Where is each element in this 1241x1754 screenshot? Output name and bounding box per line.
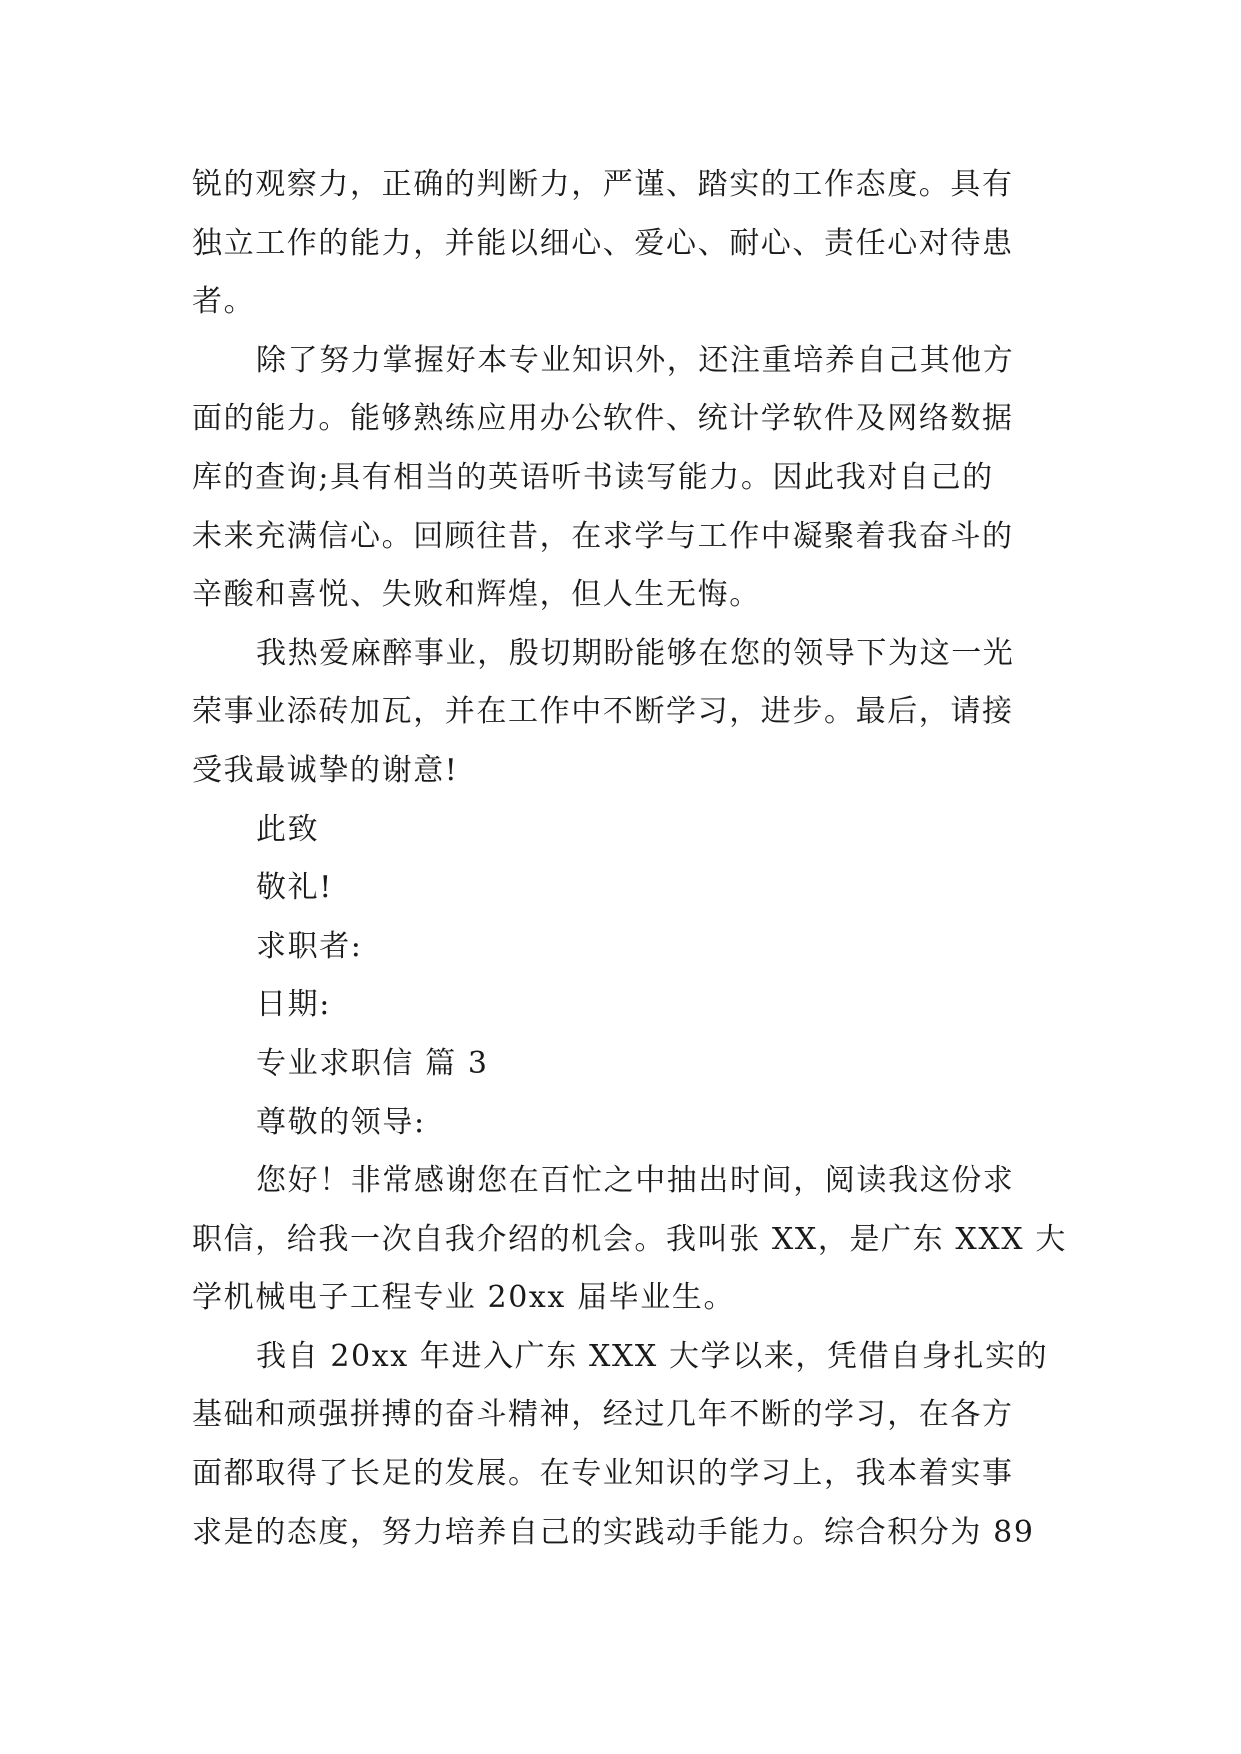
- text-line: 职信，给我一次自我介绍的机会。我叫张 XX，是广东 XXX 大: [192, 1221, 1067, 1257]
- text-line: 者。: [192, 284, 256, 320]
- date-label: 日期:: [256, 987, 331, 1023]
- text-line: 受我最诚挚的谢意!: [192, 752, 459, 788]
- section-heading: 专业求职信 篇 3: [256, 1045, 489, 1081]
- text-line: 面都取得了长足的发展。在专业知识的学习上，我本着实事: [192, 1456, 1014, 1492]
- paragraph-start-line: 我自 20xx 年进入广东 XXX 大学以来，凭借自身扎实的: [256, 1338, 1049, 1374]
- text-line: 辛酸和喜悦、失败和辉煌，但人生无悔。: [192, 577, 761, 613]
- text-line: 学机械电子工程专业 20xx 届毕业生。: [192, 1280, 736, 1316]
- text-line: 未来充满信心。回顾往昔，在求学与工作中凝聚着我奋斗的: [192, 518, 1014, 554]
- text-line: 荣事业添砖加瓦，并在工作中不断学习，进步。最后，请接: [192, 694, 1014, 730]
- closing-regards: 敬礼!: [256, 870, 333, 906]
- text-line: 独立工作的能力，并能以细心、爱心、耐心、责任心对待患: [192, 225, 1014, 261]
- closing-salutation: 此致: [256, 811, 320, 847]
- document-body: [192, 156, 1067, 1562]
- text-line: 面的能力。能够熟练应用办公软件、统计学软件及网络数据: [192, 401, 1014, 437]
- text-line: 求是的态度，努力培养自己的实践动手能力。综合积分为 89: [192, 1514, 1035, 1550]
- text-line: 库的查询;具有相当的英语听书读写能力。因此我对自己的: [192, 459, 994, 495]
- letter-greeting: 尊敬的领导:: [256, 1104, 426, 1140]
- applicant-signature-label: 求职者:: [256, 928, 363, 964]
- paragraph-start-line: 您好！非常感谢您在百忙之中抽出时间，阅读我这份求: [256, 1163, 1015, 1199]
- paragraph-start-line: 我热爱麻醉事业，殷切期盼能够在您的领导下为这一光: [256, 635, 1015, 671]
- text-line: 锐的观察力，正确的判断力，严谨、踏实的工作态度。具有: [192, 167, 1014, 202]
- paragraph-start-line: 除了努力掌握好本专业知识外，还注重培养自己其他方: [256, 342, 1015, 378]
- text-line: 基础和顽强拼搏的奋斗精神，经过几年不断的学习，在各方: [192, 1397, 1014, 1433]
